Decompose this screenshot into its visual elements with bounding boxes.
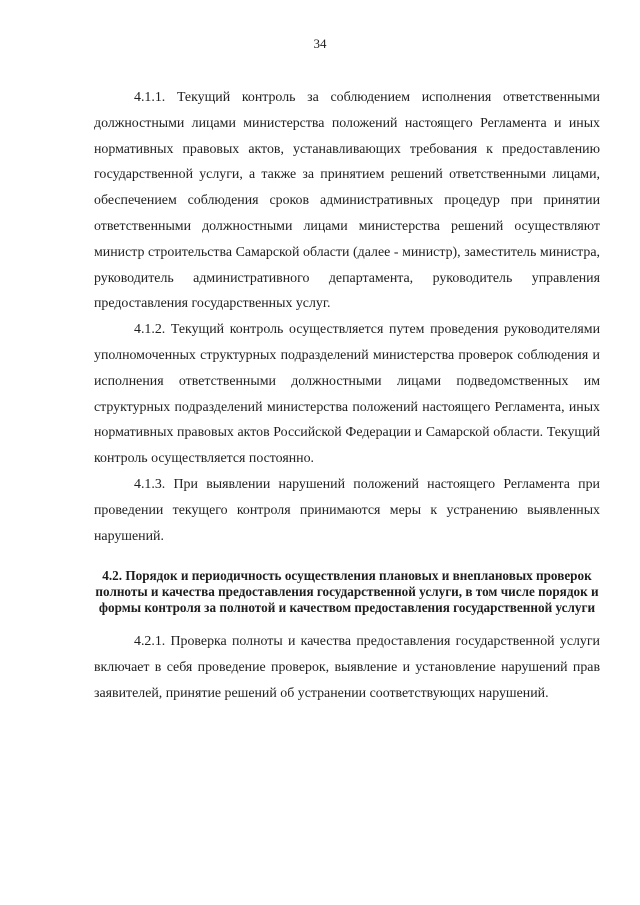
paragraph-4-1-1: 4.1.1. Текущий контроль за соблюдением исполнения ответственными должностными лицами министерства положений настоящего Регламента и иных нормативных правовых актов, устанавливающих требования к предоставлению государственной услуги, а также за принятием решений ответственными лицами, обеспечением соблюдения сроков административных процедур при принятии ответственными должностными лицами министерства решений осуществляют министр строительства Самарской области (далее - министр), заместитель министра, руководитель административного департамента, руководитель управления предоставления государственных услуг.: [94, 90, 600, 312]
section-heading-4-2: 4.2. Порядок и периодичность осуществления плановых и внеплановых проверок полноты и качества предоставления государственной услуги, в том числе порядок и формы контроля за полнотой и качеством предоставления государственной услуги: [95, 568, 599, 615]
document-body: [94, 85, 600, 707]
paragraph-4-2-1: 4.2.1. Проверка полноты и качества предоставления государственной услуги включает в себя проведение проверок, выявление и установление нарушений прав заявителей, принятие решений об устранении соответствующих нарушений.: [94, 634, 600, 701]
paragraph-4-1-3: 4.1.3. При выявлении нарушений положений настоящего Регламента при проведении текущего контроля принимаются меры к устранению выявленных нарушений.: [94, 476, 600, 544]
page-number: 34: [313, 36, 327, 51]
paragraph-4-1-2: 4.1.2. Текущий контроль осуществляется путем проведения руководителями уполномоченных структурных подразделений министерства проверок соблюдения и исполнения ответственными должностными лицами подведомственных им структурных подразделений министерства положений настоящего Регламента, иных нормативных правовых актов Российской Федерации и Самарской области. Текущий контроль осуществляется постоянно.: [94, 322, 600, 467]
